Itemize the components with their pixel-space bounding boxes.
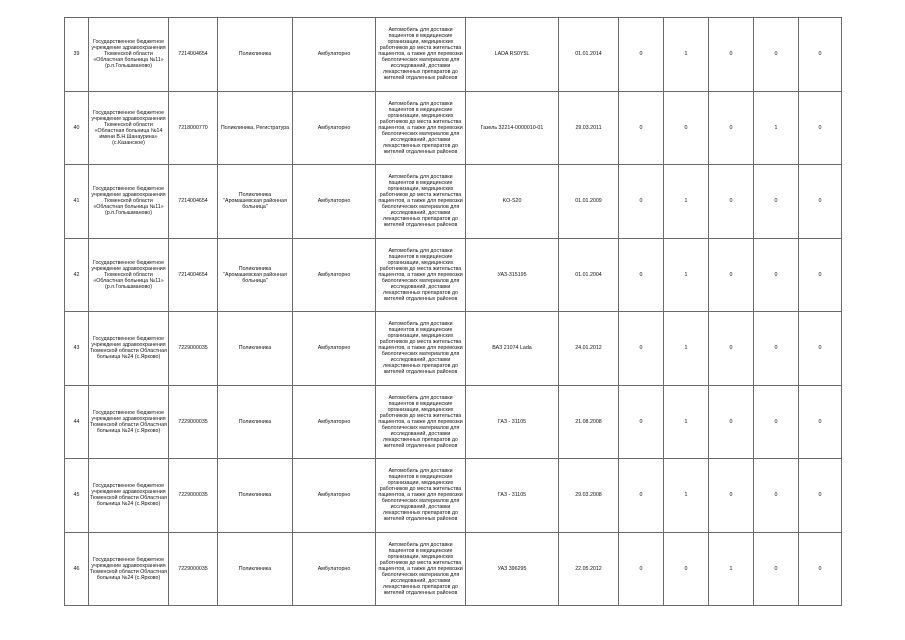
count-cell-3: 0	[709, 91, 754, 165]
count-cell-5: 0	[799, 385, 842, 459]
inn-cell: 7214004654	[169, 18, 218, 92]
row-number-cell: 39	[65, 18, 89, 92]
organization-cell: Государственное бюджетное учреждение здравоохранения Тюменской области «Областная больница №11» (р.п.Голышманово)	[89, 238, 169, 312]
count-cell-1: 0	[619, 385, 664, 459]
count-cell-3: 0	[709, 165, 754, 239]
inn-cell: 7229000035	[169, 532, 218, 606]
count-cell-1: 0	[619, 18, 664, 92]
count-cell-5: 0	[799, 312, 842, 386]
department-cell: Поликлиника	[218, 459, 293, 533]
row-number-cell: 46	[65, 532, 89, 606]
count-cell-2: 1	[664, 238, 709, 312]
organization-cell: Государственное бюджетное учреждение здравоохранения Тюменской области «Областная больница №14 имени В.Н.Шанаурина» (с.Казанское)	[89, 91, 169, 165]
department-cell: Поликлиника	[218, 532, 293, 606]
count-cell-1: 0	[619, 91, 664, 165]
vehicle-model-cell: KO-S20	[466, 165, 559, 239]
count-cell-1: 0	[619, 165, 664, 239]
organization-cell: Государственное бюджетное учреждение здравоохранения Тюменской области Областная больница №24 (с.Ярково)	[89, 385, 169, 459]
vehicle-model-cell: LADA RS0Y5L	[466, 18, 559, 92]
organization-cell: Государственное бюджетное учреждение здравоохранения Тюменской области Областная больница №24 (с.Ярково)	[89, 312, 169, 386]
count-cell-4: 0	[754, 18, 799, 92]
care-type-cell: Амбулаторно	[293, 312, 376, 386]
inn-cell: 7214004654	[169, 165, 218, 239]
vehicle-model-cell: Газель 32214-0000010-01	[466, 91, 559, 165]
count-cell-4: 0	[754, 385, 799, 459]
count-cell-4: 1	[754, 91, 799, 165]
table-row	[65, 18, 842, 92]
count-cell-3: 0	[709, 459, 754, 533]
count-cell-5: 0	[799, 238, 842, 312]
count-cell-4: 0	[754, 238, 799, 312]
count-cell-5: 0	[799, 459, 842, 533]
care-type-cell: Амбулаторно	[293, 238, 376, 312]
care-type-cell: Амбулаторно	[293, 385, 376, 459]
purpose-cell: Автомобиль для доставки пациентов в медицинские организации, медицинских работников до места жительства пациентов, а также для перевозки биологических материалов для исследований, доставки лекарственных препаратов до жителей отдаленных районов	[376, 165, 466, 239]
count-cell-3: 0	[709, 385, 754, 459]
row-number-cell: 41	[65, 165, 89, 239]
purpose-cell: Автомобиль для доставки пациентов в медицинские организации, медицинских работников до места жительства пациентов, а также для перевозки биологических материалов для исследований, доставки лекарственных препаратов до жителей отдаленных районов	[376, 91, 466, 165]
count-cell-1: 0	[619, 532, 664, 606]
table-row	[65, 312, 842, 386]
purpose-cell: Автомобиль для доставки пациентов в медицинские организации, медицинских работников до места жительства пациентов, а также для перевозки биологических материалов для исследований, доставки лекарственных препаратов до жителей отдаленных районов	[376, 532, 466, 606]
table-row	[65, 385, 842, 459]
row-number-cell: 43	[65, 312, 89, 386]
count-cell-2: 0	[664, 532, 709, 606]
date-cell: 22.05.2012	[559, 532, 619, 606]
count-cell-2: 1	[664, 459, 709, 533]
inn-cell: 7218000770	[169, 91, 218, 165]
vehicle-registry-table	[64, 17, 842, 606]
inn-cell: 7214004654	[169, 238, 218, 312]
care-type-cell: Амбулаторно	[293, 459, 376, 533]
count-cell-1: 0	[619, 312, 664, 386]
vehicle-model-cell: ВАЗ 21074 Lada	[466, 312, 559, 386]
department-cell: Поликлиника "Аромашевская районная больница"	[218, 165, 293, 239]
table-row	[65, 91, 842, 165]
organization-cell: Государственное бюджетное учреждение здравоохранения Тюменской области Областная больница №24 (с.Ярково)	[89, 459, 169, 533]
count-cell-4: 0	[754, 312, 799, 386]
organization-cell: Государственное бюджетное учреждение здравоохранения Тюменской области «Областная больница №11» (р.п.Голышманово)	[89, 18, 169, 92]
care-type-cell: Амбулаторно	[293, 165, 376, 239]
care-type-cell: Амбулаторно	[293, 91, 376, 165]
department-cell: Поликлиника	[218, 385, 293, 459]
table-row	[65, 532, 842, 606]
vehicle-model-cell: ГАЗ - 31105	[466, 385, 559, 459]
count-cell-4: 0	[754, 165, 799, 239]
count-cell-2: 1	[664, 385, 709, 459]
count-cell-4: 0	[754, 532, 799, 606]
table-body	[65, 18, 842, 606]
date-cell: 29.03.2008	[559, 459, 619, 533]
count-cell-3: 1	[709, 532, 754, 606]
department-cell: Поликлиника	[218, 18, 293, 92]
care-type-cell: Амбулаторно	[293, 532, 376, 606]
count-cell-5: 0	[799, 532, 842, 606]
department-cell: Поликлиника	[218, 312, 293, 386]
count-cell-3: 0	[709, 312, 754, 386]
purpose-cell: Автомобиль для доставки пациентов в медицинские организации, медицинских работников до места жительства пациентов, а также для перевозки биологических материалов для исследований, доставки лекарственных препаратов до жителей отдаленных районов	[376, 385, 466, 459]
care-type-cell: Амбулаторно	[293, 18, 376, 92]
vehicle-model-cell: ГАЗ - 31105	[466, 459, 559, 533]
row-number-cell: 42	[65, 238, 89, 312]
count-cell-5: 0	[799, 91, 842, 165]
department-cell: Поликлиника "Аромашевская районная больница"	[218, 238, 293, 312]
count-cell-2: 0	[664, 91, 709, 165]
inn-cell: 7229000035	[169, 312, 218, 386]
count-cell-2: 1	[664, 312, 709, 386]
count-cell-5: 0	[799, 18, 842, 92]
row-number-cell: 40	[65, 91, 89, 165]
count-cell-1: 0	[619, 238, 664, 312]
date-cell: 01.01.2004	[559, 238, 619, 312]
row-number-cell: 44	[65, 385, 89, 459]
date-cell: 24.01.2012	[559, 312, 619, 386]
purpose-cell: Автомобиль для доставки пациентов в медицинские организации, медицинских работников до места жительства пациентов, а также для перевозки биологических материалов для исследований, доставки лекарственных препаратов до жителей отдаленных районов	[376, 312, 466, 386]
table-row	[65, 238, 842, 312]
count-cell-4: 0	[754, 459, 799, 533]
count-cell-3: 0	[709, 238, 754, 312]
inn-cell: 7229000035	[169, 385, 218, 459]
table-row	[65, 165, 842, 239]
count-cell-2: 1	[664, 18, 709, 92]
inn-cell: 7229000035	[169, 459, 218, 533]
date-cell: 01.01.2014	[559, 18, 619, 92]
count-cell-1: 0	[619, 459, 664, 533]
purpose-cell: Автомобиль для доставки пациентов в медицинские организации, медицинских работников до места жительства пациентов, а также для перевозки биологических материалов для исследований, доставки лекарственных препаратов до жителей отдаленных районов	[376, 238, 466, 312]
row-number-cell: 45	[65, 459, 89, 533]
organization-cell: Государственное бюджетное учреждение здравоохранения Тюменской области «Областная больница №11» (р.п.Голышманово)	[89, 165, 169, 239]
date-cell: 21.08.2008	[559, 385, 619, 459]
vehicle-model-cell: УАЗ 396295	[466, 532, 559, 606]
vehicle-model-cell: УАЗ-315195	[466, 238, 559, 312]
purpose-cell: Автомобиль для доставки пациентов в медицинские организации, медицинских работников до места жительства пациентов, а также для перевозки биологических материалов для исследований, доставки лекарственных препаратов до жителей отдаленных районов	[376, 18, 466, 92]
count-cell-5: 0	[799, 165, 842, 239]
count-cell-3: 0	[709, 18, 754, 92]
count-cell-2: 1	[664, 165, 709, 239]
organization-cell: Государственное бюджетное учреждение здравоохранения Тюменской области Областная больница №24 (с.Ярково)	[89, 532, 169, 606]
date-cell: 29.03.2011	[559, 91, 619, 165]
table-row	[65, 459, 842, 533]
purpose-cell: Автомобиль для доставки пациентов в медицинские организации, медицинских работников до места жительства пациентов, а также для перевозки биологических материалов для исследований, доставки лекарственных препаратов до жителей отдаленных районов	[376, 459, 466, 533]
department-cell: Поликлиника, Регистратура	[218, 91, 293, 165]
date-cell: 01.01.2009	[559, 165, 619, 239]
